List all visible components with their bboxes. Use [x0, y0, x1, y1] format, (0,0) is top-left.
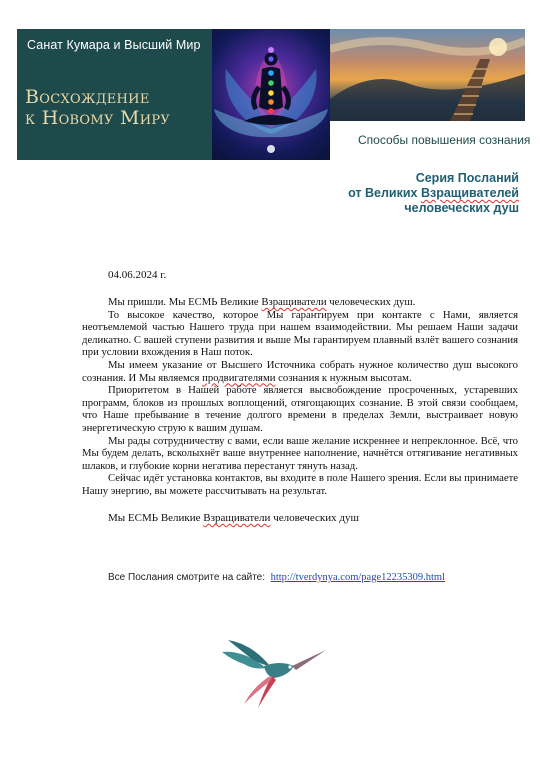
- series-heading: [348, 171, 519, 216]
- paragraph-3: [82, 359, 518, 384]
- paragraph-1-text-a: Мы пришли. Мы ЕСМЬ Великие: [108, 296, 262, 308]
- message-date: 04.06.2024 г.: [108, 269, 167, 281]
- hummingbird-logo-icon: [214, 630, 332, 714]
- series-line2-word: Взращивателей: [420, 186, 519, 200]
- footer-text: Все Послания смотрите на сайте:: [108, 572, 266, 583]
- brand-name: Санат Кумара и Высший Мир: [27, 38, 201, 52]
- closing-text-a: Мы ЕСМЬ Великие: [108, 512, 204, 524]
- meditating-figure-icon: [212, 29, 330, 160]
- header-banner: [17, 29, 531, 160]
- message-body: [82, 296, 518, 498]
- paragraph-3-text-b: сознания к нужным высотам.: [275, 371, 412, 384]
- paragraph-2: То высокое качество, которое Мы гарантируем при контакте с Нами, является неотъемлемой частью Нашего труда при нашем взаимодействии. Мы решаем Наши задачи деликатно. С вашей ступени развития и выше Мы гарантируем плавный взлёт вашего сознания при условии вхождения в Наш поток.: [82, 308, 518, 359]
- banner-title-panel: [17, 29, 212, 160]
- banner-title-line1: Восхождение: [25, 86, 150, 108]
- subtitle-strip: [330, 121, 531, 160]
- staircase-scene-icon: [330, 29, 525, 121]
- paragraph-4: Приоритетом в Нашей работе является высвобождение просроченных, устаревших программ, блоков из прошлых воплощений, отягощающих сознание. В этой связи сообщаем, что Наше пребывание в течение долгого времени в пределах Земли, выстраивает новую энергетическую струю к вашим душам.: [82, 384, 518, 434]
- paragraph-5: Мы рады сотрудничеству с вами, если ваше желание искреннее и непреклонное. Всё, что Мы будем делать, всколыхнёт ваше внутреннее наполнение, начнётся оттягивание негативных шлаков, и глубокие корни негатива перестанут тянуть назад.: [82, 434, 518, 472]
- staircase-sky-image: [330, 29, 525, 121]
- closing-word: Взращиватели: [203, 512, 271, 524]
- banner-subtitle: Способы повышения сознания: [358, 133, 531, 147]
- site-link[interactable]: http://tverdynya.com/page12235309.html: [270, 572, 445, 583]
- closing-line: [108, 512, 359, 524]
- closing-text-b: человеческих душ: [270, 512, 359, 524]
- banner-title: [25, 87, 205, 129]
- banner-title-line2: к Новому Миру: [25, 107, 171, 129]
- meditation-art-image: [212, 29, 330, 160]
- paragraph-3-text-a: Мы имеем указание от Высшего Источника собрать нужное количество душ высокого сознания. И Мы являемся: [82, 358, 518, 384]
- series-line2-prefix: от Великих: [348, 186, 421, 200]
- paragraph-1: [82, 296, 518, 309]
- paragraph-1-word: Взращиватели: [261, 296, 327, 308]
- paragraph-3-word: продвигателями: [202, 371, 276, 384]
- footer-line: [108, 572, 445, 583]
- paragraph-6: Сейчас идёт установка контактов, вы входите в поле Нашего зрения. Если вы принимаете Нашу энергию, вы можете рассчитывать на результат.: [82, 472, 518, 497]
- series-line3: человеческих душ: [404, 201, 519, 215]
- series-line1: Серия Посланий: [415, 171, 519, 185]
- paragraph-1-text-b: человеческих душ.: [326, 296, 416, 308]
- series-line2: [348, 186, 519, 201]
